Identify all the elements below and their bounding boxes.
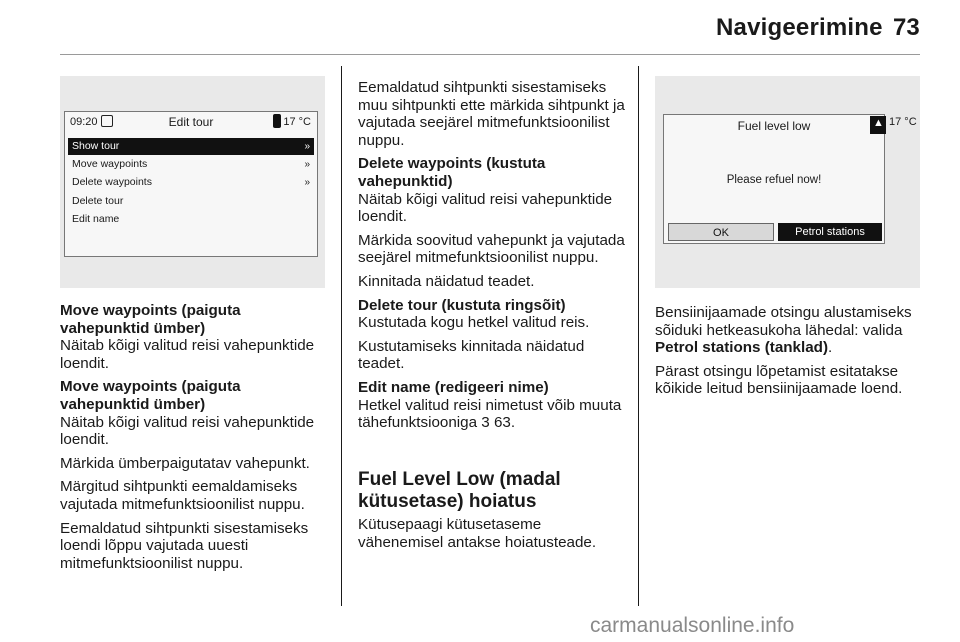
fuel-level-low-section-title: Fuel Level Low (madal kütusetase) hoiatus: [358, 469, 561, 512]
delete-waypoints-heading: Delete waypoints (kustuta vahepunktid): [358, 155, 546, 190]
column-divider-1: [341, 66, 342, 606]
menu-item-label: Delete waypoints: [72, 176, 152, 188]
paragraph: Kütusepaagi kütusetaseme vähenemisel antakse hoiatusteade.: [358, 516, 597, 551]
temperature-text: 17 °C: [283, 116, 311, 128]
dialog-message: Please refuel now!: [726, 174, 822, 186]
menu-item-delete-waypoints[interactable]: [68, 174, 314, 191]
fuel-level-screen: [663, 114, 885, 244]
menu-item-label: Delete tour: [72, 195, 124, 207]
temperature-text: 17 °C: [889, 116, 917, 128]
menu-item-label: Move waypoints: [72, 158, 148, 170]
screen-title: Edit tour: [168, 115, 214, 129]
move-waypoints-heading: Move waypoints (paiguta vahepunktid ümber): [60, 302, 241, 337]
move-waypoints-heading-2: Move waypoints (paiguta vahepunktid ümber): [60, 378, 241, 413]
menu-item-show-tour[interactable]: [68, 138, 314, 155]
paragraph: Kustutada kogu hetkel valitud reis.: [358, 314, 590, 332]
paragraph: Näitab kõigi valitud reisi vahepunktide loendit.: [60, 337, 315, 372]
warning-icon: [870, 116, 886, 134]
paragraph: Eemaldatud sihtpunkti sisestamiseks muu sihtpunkti ette märkida sihtpunkt ja vajutada seejärel mitmefunktsioonilist nuppu.: [358, 79, 625, 149]
paragraph: Märkida ümberpaigutatav vahepunkt.: [60, 454, 310, 472]
delete-tour-heading: Delete tour (kustuta ringsõit): [358, 296, 566, 314]
edit-name-heading: Edit name (redigeeri nime): [358, 378, 549, 396]
punctuation: .: [828, 339, 833, 357]
menu-item-label: Edit name: [72, 213, 120, 225]
watermark: carmanualsonline.info: [590, 614, 795, 637]
paragraph: [358, 397, 630, 432]
column-3-text: [655, 304, 923, 404]
chevron-right-icon: »: [304, 159, 310, 170]
paragraph: Näitab kõigi valitud reisi vahepunktide loendit.: [60, 413, 315, 449]
page-reference-link[interactable]: 3 63.: [481, 414, 516, 432]
edit-tour-figure: [60, 76, 325, 288]
paragraph: Märgitud sihtpunkti eemaldamiseks vajutada mitmefunktsioonilist nuppu.: [60, 478, 305, 513]
page-header-title: Navigeerimine: [716, 14, 883, 41]
column-divider-2: [638, 66, 639, 606]
paragraph: Pärast otsingu lõpetamist esitatakse kõikide leitud bensiinijaamade loend.: [655, 362, 903, 398]
status-bar: [65, 112, 317, 132]
page-number: 73: [893, 14, 920, 41]
ok-button[interactable]: OK: [668, 223, 774, 241]
dialog-title: Fuel level low: [737, 119, 811, 133]
fuel-level-figure: [655, 76, 920, 288]
petrol-stations-button[interactable]: Petrol stations: [778, 223, 882, 241]
paragraph: Eemaldatud sihtpunkti sisestamiseks loendi lõppu vajutada uuesti mitmefunktsioonilist nuppu.: [60, 519, 309, 572]
edit-name-text: Hetkel valitud reisi nimetust võib muuta tähefunktsiooniga: [358, 396, 622, 432]
petrol-search-text: Bensiinijaamade otsingu alustamiseks sõiduki hetkeasukoha lähedal: valida: [655, 304, 912, 339]
column-1-text: [60, 302, 330, 578]
paragraph: Märkida soovitud vahepunkt ja vajutada seejärel mitmefunktsioonilist nuppu.: [358, 231, 625, 267]
header-divider: [60, 54, 920, 55]
menu-item-label: Show tour: [72, 140, 120, 152]
menu-item-edit-name[interactable]: [68, 211, 314, 228]
fuel-level-intro: [358, 516, 628, 557]
thermometer-icon: [273, 114, 281, 128]
petrol-stations-label: Petrol stations (tanklad): [655, 339, 828, 357]
paragraph: Näitab kõigi valitud reisi vahepunktide loendit.: [358, 190, 613, 226]
chevron-right-icon: »: [304, 177, 310, 188]
column-2-text: [358, 79, 630, 438]
paragraph: Kustutamiseks kinnitada näidatud teadet.: [358, 337, 585, 373]
paragraph: Kinnitada näidatud teadet.: [358, 272, 535, 290]
edit-tour-screen: [64, 111, 318, 257]
chevron-right-icon: »: [304, 141, 310, 152]
clock-text: 09:20: [70, 116, 98, 128]
paragraph: [655, 304, 923, 357]
menu-item-move-waypoints[interactable]: [68, 156, 314, 173]
menu-item-delete-tour[interactable]: [68, 193, 314, 210]
